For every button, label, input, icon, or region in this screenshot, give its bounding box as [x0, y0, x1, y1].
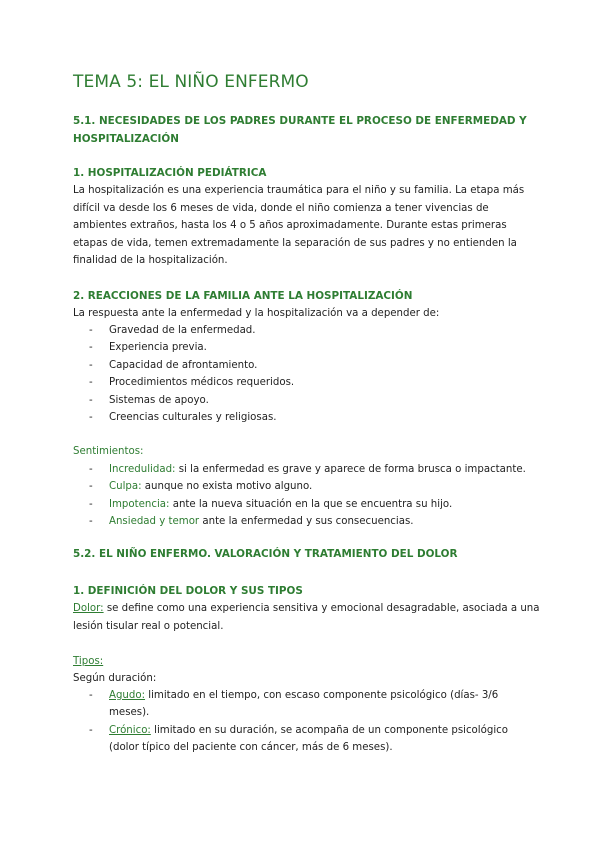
list-item: - Incredulidad: si la enfermedad es grave y aparece de forma brusca o impactante. [89, 464, 526, 475]
by-duration-label: Según duración: [73, 673, 157, 684]
list-item: - Procedimientos médicos requeridos. [89, 377, 295, 389]
paragraph-hospitalizacion [73, 182, 528, 270]
types-list [89, 687, 529, 757]
section-heading-5-2: 5.2. EL NIÑO ENFERMO. VALORACIÓN Y TRATAMIENTO DEL DOLOR [73, 548, 458, 560]
factors-list [89, 322, 529, 426]
paragraph-line: difícil va desde los 6 meses de vida, donde el niño comienza a tener vivencias de [73, 202, 489, 214]
type-term: Agudo: [109, 690, 146, 701]
list-item: - Impotencia: ante la nueva situación en la que se encuentra su hijo. [89, 498, 453, 510]
paragraph-line: La hospitalización es una experiencia traumática para el niño y su familia. La etapa más [73, 185, 525, 196]
types-label: Tipos: [73, 656, 104, 667]
feeling-term: Ansiedad y temor [109, 516, 200, 528]
definition-term: Dolor: [73, 603, 104, 614]
paragraph-intro-reacciones [73, 305, 528, 323]
section-heading-line: HOSPITALIZACIÓN [73, 133, 179, 145]
paragraph-line: ambientes extraños, hasta los 4 o 5 años aproximadamente. Durante estas primeras [73, 220, 507, 232]
feeling-term: Incredulidad: [109, 464, 176, 475]
feeling-term: Impotencia: [109, 498, 170, 510]
list-item: - Ansiedad y temor ante la enfermedad y sus consecuencias. [89, 516, 414, 528]
list-item: - Crónico: limitado en su duración, se acompaña de un componente psicológico (dolor típico del paciente con cáncer, más de 6 meses). [89, 724, 508, 754]
section-heading-5-1 [73, 112, 533, 148]
subheading-definicion-dolor: 1. DEFINICIÓN DEL DOLOR Y SUS TIPOS [73, 585, 303, 597]
subheading-reacciones-familia: 2. REACCIONES DE LA FAMILIA ANTE LA HOSPITALIZACIÓN [73, 290, 413, 302]
paragraph-line: etapas de vida, temen extremadamente la separación de sus padres y no entienden la [73, 237, 517, 249]
paragraph-line: finalidad de la hospitalización. [73, 255, 228, 267]
page-title: TEMA 5: EL NIÑO ENFERMO [73, 72, 309, 92]
list-item: - Agudo: limitado en el tiempo, con escaso componente psicológico (días- 3/6 meses). [89, 690, 499, 719]
paragraph-line: La respuesta ante la enfermedad y la hospitalización va a depender de: [73, 308, 440, 319]
list-item: - Culpa: aunque no exista motivo alguno. [89, 481, 313, 493]
paragraph-line: lesión tisular real o potencial. [73, 620, 224, 632]
list-item: - Creencias culturales y religiosas. [89, 412, 277, 424]
type-term: Crónico: [109, 724, 151, 736]
paragraph-definicion-dolor [73, 600, 540, 635]
list-item: - Experiencia previa. [89, 342, 207, 354]
list-item: - Capacidad de afrontamiento. [89, 359, 258, 371]
feelings-label: Sentimientos: [73, 446, 144, 457]
list-item: - Gravedad de la enfermedad. [89, 325, 256, 336]
section-heading-line: 5.1. NECESIDADES DE LOS PADRES DURANTE EL PROCESO DE ENFERMEDAD Y [73, 115, 527, 127]
feelings-list [89, 461, 529, 531]
list-item: - Sistemas de apoyo. [89, 394, 209, 406]
feeling-term: Culpa: [109, 481, 142, 493]
paragraph-line: Dolor: se define como una experiencia sensitiva y emocional desagradable, asociada a una [73, 603, 540, 614]
subheading-hospitalizacion-pediatrica: 1. HOSPITALIZACIÓN PEDIÁTRICA [73, 167, 267, 179]
